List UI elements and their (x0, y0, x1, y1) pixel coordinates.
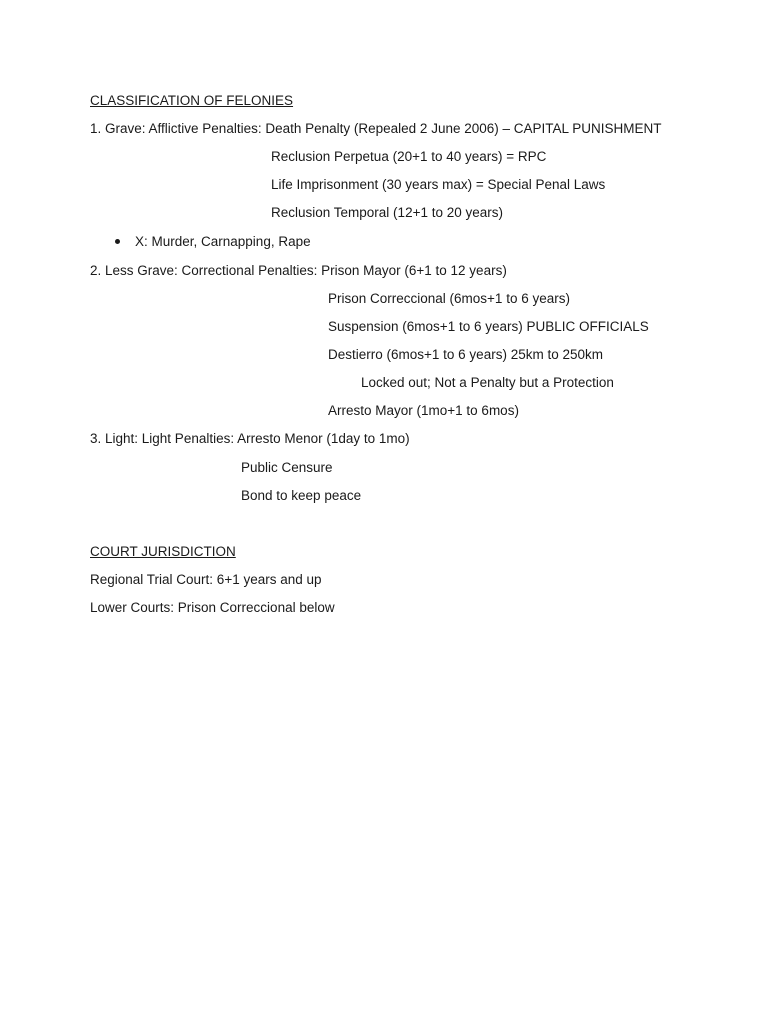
bullet-icon (115, 239, 120, 244)
grave-bullet-text: X: Murder, Carnapping, Rape (135, 234, 311, 249)
light-line-2: Public Censure (241, 460, 333, 475)
felonies-heading: CLASSIFICATION OF FELONIES (90, 93, 294, 108)
less-grave-line-5: Locked out; Not a Penalty but a Protection (361, 375, 614, 390)
grave-line-3: Life Imprisonment (30 years max) = Special Penal Laws (271, 177, 606, 192)
less-grave-line-1: 2. Less Grave: Correctional Penalties: Prison Mayor (6+1 to 12 years) (90, 263, 507, 278)
jurisdiction-line-2: Lower Courts: Prison Correccional below (90, 600, 335, 615)
less-grave-line-3: Suspension (6mos+1 to 6 years) PUBLIC OFFICIALS (328, 319, 649, 334)
less-grave-line-6: Arresto Mayor (1mo+1 to 6mos) (328, 403, 519, 418)
grave-line-2: Reclusion Perpetua (20+1 to 40 years) = RPC (271, 149, 547, 164)
jurisdiction-heading: COURT JURISDICTION (90, 544, 236, 559)
less-grave-line-2: Prison Correccional (6mos+1 to 6 years) (328, 291, 570, 306)
light-line-3: Bond to keep peace (241, 488, 362, 503)
jurisdiction-line-1: Regional Trial Court: 6+1 years and up (90, 572, 322, 587)
grave-line-4: Reclusion Temporal (12+1 to 20 years) (271, 205, 503, 220)
grave-line-1: 1. Grave: Afflictive Penalties: Death Penalty (Repealed 2 June 2006) – CAPITAL PUNISHMENT (90, 121, 662, 136)
less-grave-line-4: Destierro (6mos+1 to 6 years) 25km to 250km (328, 347, 603, 362)
light-line-1: 3. Light: Light Penalties: Arresto Menor (1day to 1mo) (90, 431, 410, 446)
